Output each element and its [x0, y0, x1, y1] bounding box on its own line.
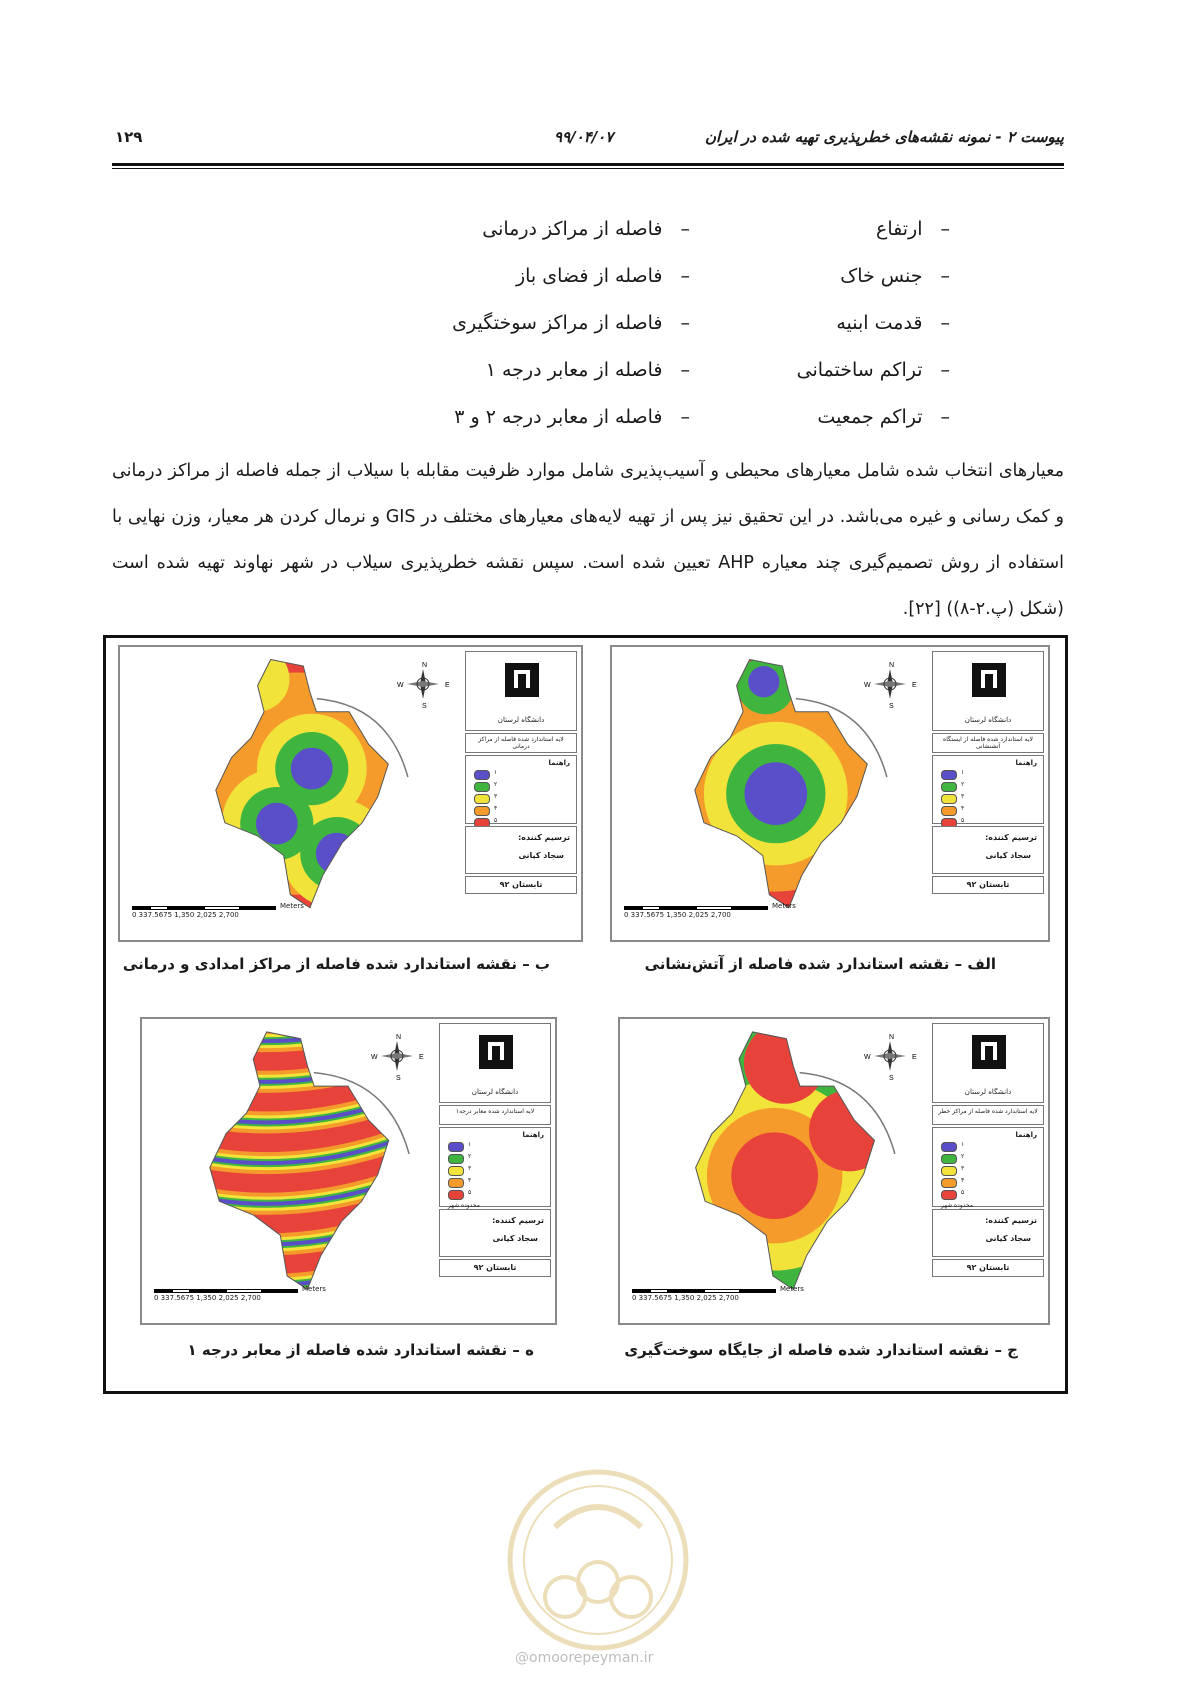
svg-text:S: S	[396, 1075, 401, 1081]
body-paragraph: معیارهای انتخاب شده شامل معیارهای محیطی و آسیب‌پذیری شامل موارد ظرفیت مقابله با سیلاب از جمله فاصله از مراکز درمانی و کمک رسانی و غیره می‌باشد. در این تحقیق نیز پس از تهیه لایه‌های معیارهای مختلف در GIS و نرمال کردن هر معیار، وزن نهایی با استفاده از روش تصمیم‌گیری چند معیاره AHP تعیین شده است. سپس نقشه خطرپذیری سیلاب در شهر نهاوند تهیه شده است (شکل (پ.۲-۸)) [۲۲].	[112, 461, 1064, 619]
legend-item: ۲	[961, 1153, 965, 1160]
map-panel-jim	[618, 1017, 1050, 1325]
scale-bar	[632, 1285, 804, 1302]
legend-swatch	[941, 1166, 957, 1176]
legend-swatch	[941, 1154, 957, 1164]
legend-swatch	[474, 770, 490, 780]
legend-swatch	[448, 1154, 464, 1164]
legend-item: ۵	[961, 1189, 965, 1196]
legend-item: ۵	[961, 817, 965, 824]
date-box: تابستان ۹۲	[932, 1259, 1044, 1277]
map-zone	[256, 803, 298, 845]
university-logo-icon	[476, 1032, 516, 1072]
legend-swatch	[941, 1178, 957, 1188]
scale-ticks: 0 337.5675 1,350 2,025 2,700	[624, 911, 731, 919]
map-panel-he	[140, 1017, 557, 1325]
map-legend: راهنما ۱ ۲ ۳ ۴ ۵ محدوده شهر	[439, 1127, 551, 1207]
map-legend-column	[932, 1023, 1044, 1319]
map-legend: راهنما ۱ ۲ ۳ ۴ ۵	[932, 755, 1044, 824]
svg-text:W: W	[864, 682, 871, 689]
legend-swatch	[474, 806, 490, 816]
svg-text:W: W	[397, 682, 404, 689]
svg-text:E: E	[445, 682, 450, 689]
scale-bar	[132, 902, 304, 919]
scale-ticks: 0 337.5675 1,350 2,025 2,700	[154, 1294, 261, 1302]
legend-item: ۴	[961, 1177, 965, 1184]
scale-bar	[154, 1285, 326, 1302]
north-arrow-icon	[369, 1031, 425, 1085]
map-legend: راهنما ۱ ۲ ۳ ۴ ۵	[465, 755, 577, 824]
legend-swatch	[448, 1166, 464, 1176]
map-zone	[731, 1132, 818, 1219]
criterion-item: تراکم جمعیت	[817, 406, 923, 428]
university-logo-icon	[502, 660, 542, 700]
drawn-by-box: ترسیم کننده: سجاد کیانی	[932, 1209, 1044, 1257]
criterion-item: فاصله از فضای باز	[515, 265, 663, 287]
running-title: پیوست ۲ - نمونه نقشه‌های خطرپذیری تهیه شده در ایران	[704, 128, 1064, 146]
svg-text:N: N	[889, 1034, 895, 1041]
scale-bar	[624, 902, 796, 919]
svg-text:S: S	[422, 703, 427, 709]
legend-item: ۵	[468, 1189, 472, 1196]
drawn-by-box: ترسیم کننده: سجاد کیانی	[932, 826, 1044, 874]
legend-swatch	[941, 794, 957, 804]
drawn-by-box: ترسیم کننده: سجاد کیانی	[439, 1209, 551, 1257]
university-logo-icon	[969, 1032, 1009, 1072]
publisher-watermark-logo	[505, 1467, 691, 1653]
document-code: ۹۹/۰۴/۰۷	[554, 128, 614, 146]
map-zone	[300, 817, 373, 890]
header-rule-thick	[112, 163, 1064, 166]
svg-text:E: E	[912, 682, 917, 689]
legend-swatch	[448, 1190, 464, 1200]
legend-item: ۱	[468, 1141, 472, 1148]
legend-item: ۳	[494, 793, 498, 800]
legend-item: ۴	[961, 805, 965, 812]
map-zone	[291, 748, 333, 790]
map-zone	[809, 1090, 890, 1171]
criteria-row: –قدمت ابنیه –فاصله از مراکز سوختگیری	[452, 312, 950, 334]
criteria-row: –جنس خاک –فاصله از فضای باز	[515, 265, 950, 287]
legend-swatch	[941, 1190, 957, 1200]
layer-title-box: لایه استاندارد شده فاصله از ایستگاه آتشنشانی	[932, 733, 1044, 753]
map-panel-alef	[610, 645, 1050, 942]
svg-text:E: E	[419, 1054, 424, 1061]
legend-item: ۳	[468, 1165, 472, 1172]
university-logo-box: دانشگاه لرستان	[465, 651, 577, 731]
legend-swatch	[474, 794, 490, 804]
criteria-row: –تراکم جمعیت –فاصله از معابر درجه ۲ و ۳	[454, 406, 950, 428]
criteria-list	[430, 218, 950, 453]
criterion-item: فاصله از مراکز سوختگیری	[452, 312, 663, 334]
scale-units: Meters	[280, 902, 304, 910]
date-box: تابستان ۹۲	[932, 876, 1044, 894]
legend-boundary: محدوده شهر	[941, 1202, 973, 1209]
legend-item: ۵	[494, 817, 498, 824]
svg-text:W: W	[864, 1054, 871, 1061]
page-header	[112, 128, 1064, 158]
map-zone	[316, 833, 358, 875]
layer-title-box: لایه استاندارد شده فاصله از مراکز خطر	[932, 1105, 1044, 1125]
map-zone	[224, 647, 289, 712]
svg-text:N: N	[889, 662, 895, 669]
legend-item: ۲	[961, 781, 965, 788]
criterion-item: ارتفاع	[876, 218, 923, 240]
criterion-item: فاصله از معابر درجه ۱	[485, 359, 663, 381]
legend-swatch	[474, 782, 490, 792]
legend-item: ۱	[961, 769, 965, 776]
layer-title-box: لایه استاندارد شده فاصله از مراکز درمانی	[465, 733, 577, 753]
north-arrow-icon	[862, 659, 918, 713]
criteria-row: –ارتفاع –فاصله از مراکز درمانی	[482, 218, 950, 240]
map-zone	[744, 762, 807, 825]
legend-item: ۳	[961, 793, 965, 800]
svg-text:N: N	[396, 1034, 402, 1041]
legend-swatch	[941, 806, 957, 816]
figure-caption-alef: الف – نقشه استاندارد شده فاصله از آتش‌نشانی	[644, 955, 996, 973]
scale-ticks: 0 337.5675 1,350 2,025 2,700	[132, 911, 239, 919]
legend-swatch	[448, 1142, 464, 1152]
scale-units: Meters	[302, 1285, 326, 1293]
map-panel-be	[118, 645, 583, 942]
criterion-item: فاصله از مراکز درمانی	[482, 218, 663, 240]
svg-text:S: S	[889, 1075, 894, 1081]
university-logo-box: دانشگاه لرستان	[932, 651, 1044, 731]
svg-text:E: E	[912, 1054, 917, 1061]
map-legend-column	[465, 651, 577, 936]
legend-swatch	[941, 770, 957, 780]
map-zone	[748, 666, 779, 697]
criterion-item: جنس خاک	[840, 265, 923, 287]
legend-item: ۲	[468, 1153, 472, 1160]
scale-units: Meters	[780, 1285, 804, 1293]
layer-title-box: لایه استاندارد شده معابر درجه۱	[439, 1105, 551, 1125]
north-arrow-icon	[862, 1031, 918, 1085]
date-box: تابستان ۹۲	[465, 876, 577, 894]
legend-boundary: محدوده شهر	[448, 1202, 480, 1209]
criterion-item: فاصله از معابر درجه ۲ و ۳	[454, 406, 663, 428]
watermark-url: @omoorepeyman.ir	[515, 1650, 654, 1666]
legend-item: ۴	[494, 805, 498, 812]
map-zone	[803, 1249, 857, 1303]
university-logo-box: دانشگاه لرستان	[932, 1023, 1044, 1103]
svg-text:W: W	[371, 1054, 378, 1061]
criterion-item: تراکم ساختمانی	[796, 359, 923, 381]
map-zone	[744, 1022, 825, 1103]
svg-text:N: N	[422, 662, 428, 669]
scale-ticks: 0 337.5675 1,350 2,025 2,700	[632, 1294, 739, 1302]
date-box: تابستان ۹۲	[439, 1259, 551, 1277]
page-number: ۱۲۹	[115, 128, 143, 146]
scale-units: Meters	[772, 902, 796, 910]
legend-item: ۲	[494, 781, 498, 788]
university-logo-icon	[969, 660, 1009, 700]
header-rule-thin	[112, 168, 1064, 169]
legend-item: ۳	[961, 1165, 965, 1172]
criteria-row: –تراکم ساختمانی –فاصله از معابر درجه ۱	[485, 359, 950, 381]
map-legend-column	[932, 651, 1044, 936]
figure-caption-jim: ج – نقشه استاندارد شده فاصله از جایگاه سوخت‌گیری	[624, 1341, 1018, 1359]
university-logo-box: دانشگاه لرستان	[439, 1023, 551, 1103]
legend-item: ۱	[961, 1141, 965, 1148]
drawn-by-box: ترسیم کننده: سجاد کیانی	[465, 826, 577, 874]
criterion-item: قدمت ابنیه	[836, 312, 923, 334]
north-arrow-icon	[395, 659, 451, 713]
figure-caption-he: ه – نقشه استاندارد شده فاصله از معابر درجه ۱	[187, 1341, 534, 1359]
map-legend-column	[439, 1023, 551, 1319]
svg-text:S: S	[889, 703, 894, 709]
map-legend: راهنما ۱ ۲ ۳ ۴ ۵ محدوده شهر	[932, 1127, 1044, 1207]
legend-item: ۱	[494, 769, 498, 776]
legend-swatch	[448, 1178, 464, 1188]
figure-caption-be: ب – نقشه استاندارد شده فاصله از مراکز امدادی و درمانی	[122, 955, 550, 973]
legend-swatch	[941, 782, 957, 792]
legend-item: ۴	[468, 1177, 472, 1184]
legend-swatch	[941, 1142, 957, 1152]
